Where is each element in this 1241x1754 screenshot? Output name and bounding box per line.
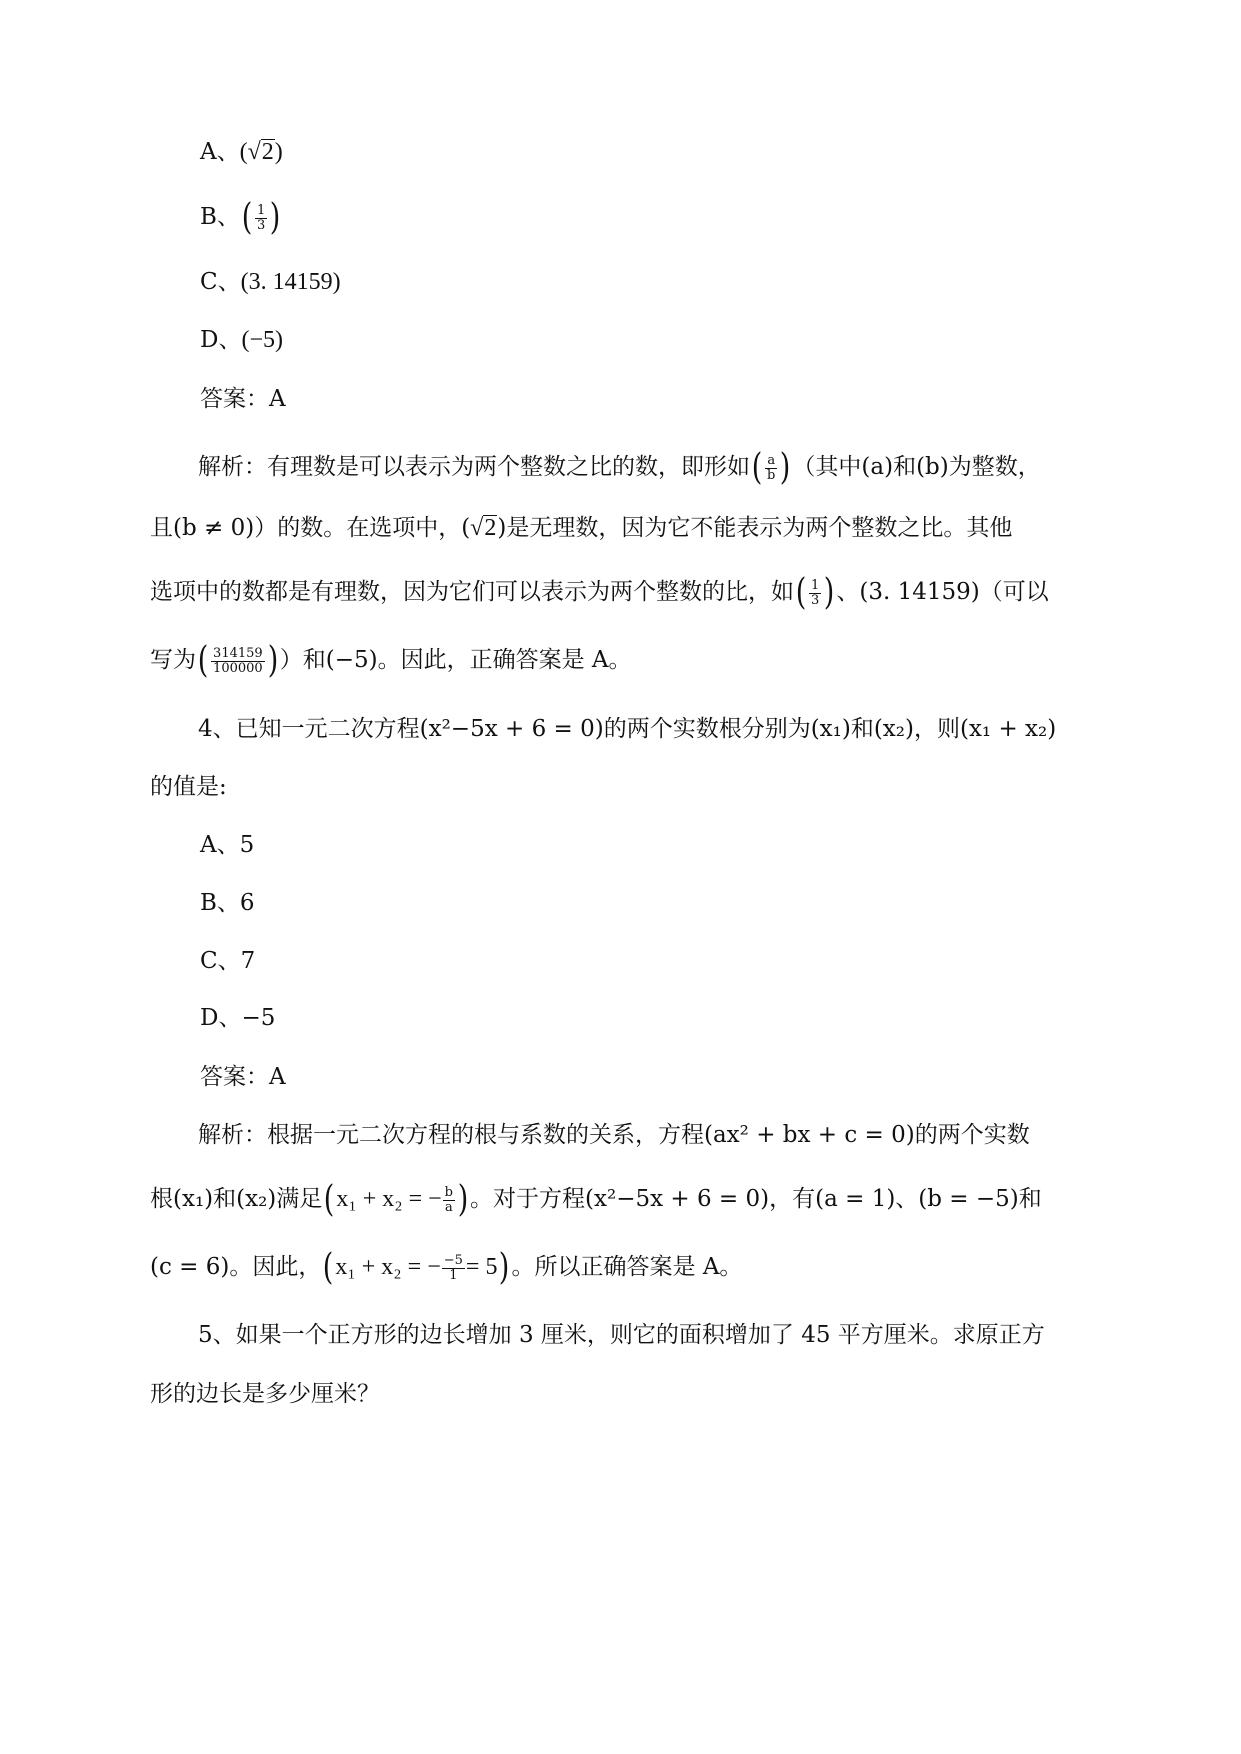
option-a (200, 135, 283, 169)
q4-option-c: C、7 (200, 948, 256, 974)
q4-option-b: B、6 (200, 890, 255, 916)
fraction-314159-over-100000: $\frac{314159}{100000}$ (213, 645, 263, 676)
q4-question-line-1: 4、已知一元二次方程(x²−5x + 6 = 0)的两个实数根分别为(x₁)和(x₂)，则(x₁ + x₂) (198, 716, 1057, 742)
option-c-value: (3. 14159) (240, 269, 341, 295)
q3-explanation-line-3: 选项中的数都是有理数，因为它们可以表示为两个整数的比，如( $\frac{1}{3}$ )、(3. 14159)（可以 (150, 572, 1049, 613)
q3-explanation-line-4: 写为( $\frac{314159}{100000}$ )）和(−5)。因此，正确答案是 A。 (150, 640, 632, 681)
fraction-a-over-b: $\frac{a}{b}$ (767, 452, 776, 483)
q5-question-line-1: 5、如果一个正方形的边长增加 3 厘米，则它的面积增加了 45 平方厘米。求原正方 (198, 1322, 1045, 1348)
right-paren: ) (269, 197, 281, 238)
q4-question-line-2: 的值是: (150, 774, 227, 800)
option-c (200, 265, 341, 299)
q4-answer: 答案：A (200, 1064, 286, 1090)
q4-explanation-line-2: 根(x₁)和(x₂)满足(x₁ + x₂ = − $\frac{b}{a}$ )。对于方程(x²−5x + 6 = 0)，有(a = 1)、(b = −5)和 (150, 1179, 1042, 1220)
fraction-b-over-a: $\frac{b}{a}$ (444, 1184, 453, 1215)
fraction-neg5-over-1: $\frac{-5}{1}$ (443, 1252, 463, 1283)
q4-explanation-line-1: 解析：根据一元二次方程的根与系数的关系，方程(ax² + bx + c = 0)的两个实数 (198, 1122, 1030, 1148)
q3-explanation-line-2: 且(b ≠ 0)）的数。在选项中，(√2)是无理数，因为它不能表示为两个整数之比。其他 (150, 515, 1013, 541)
option-a-label: A、 (200, 139, 240, 165)
option-d-value: (−5) (241, 327, 283, 353)
option-c-label: C、 (200, 269, 241, 295)
q4-explanation-line-3: (c = 6)。因此，(x₁ + x₂ = − $\frac{-5}{1}$ = 5)。所以正确答案是 A。 (150, 1247, 743, 1288)
option-b-label: B、 (200, 204, 240, 230)
option-d-label: D、 (200, 327, 242, 353)
q5-question-line-2: 形的边长是多少厘米？ (150, 1381, 380, 1407)
fraction-one-third: $\frac{1}{3}$ (811, 577, 820, 608)
fraction-one-third: $\frac{1}{3}$ (256, 202, 266, 233)
q4-option-d: D、−5 (200, 1005, 276, 1031)
sqrt-radicand: 2 (261, 139, 274, 165)
left-paren: ( (241, 197, 253, 238)
option-a-math: (√2) (239, 139, 283, 165)
q4-option-a: A、5 (200, 832, 255, 858)
option-d (200, 323, 283, 357)
option-b (200, 197, 282, 238)
q3-explanation-line-1: 解析：有理数是可以表示为两个整数之比的数，即形如( $\frac{a}{b}$ )（其中(a)和(b)为整数， (198, 447, 1041, 488)
sqrt-radicand: 2 (484, 515, 497, 541)
q3-answer: 答案：A (200, 386, 286, 412)
